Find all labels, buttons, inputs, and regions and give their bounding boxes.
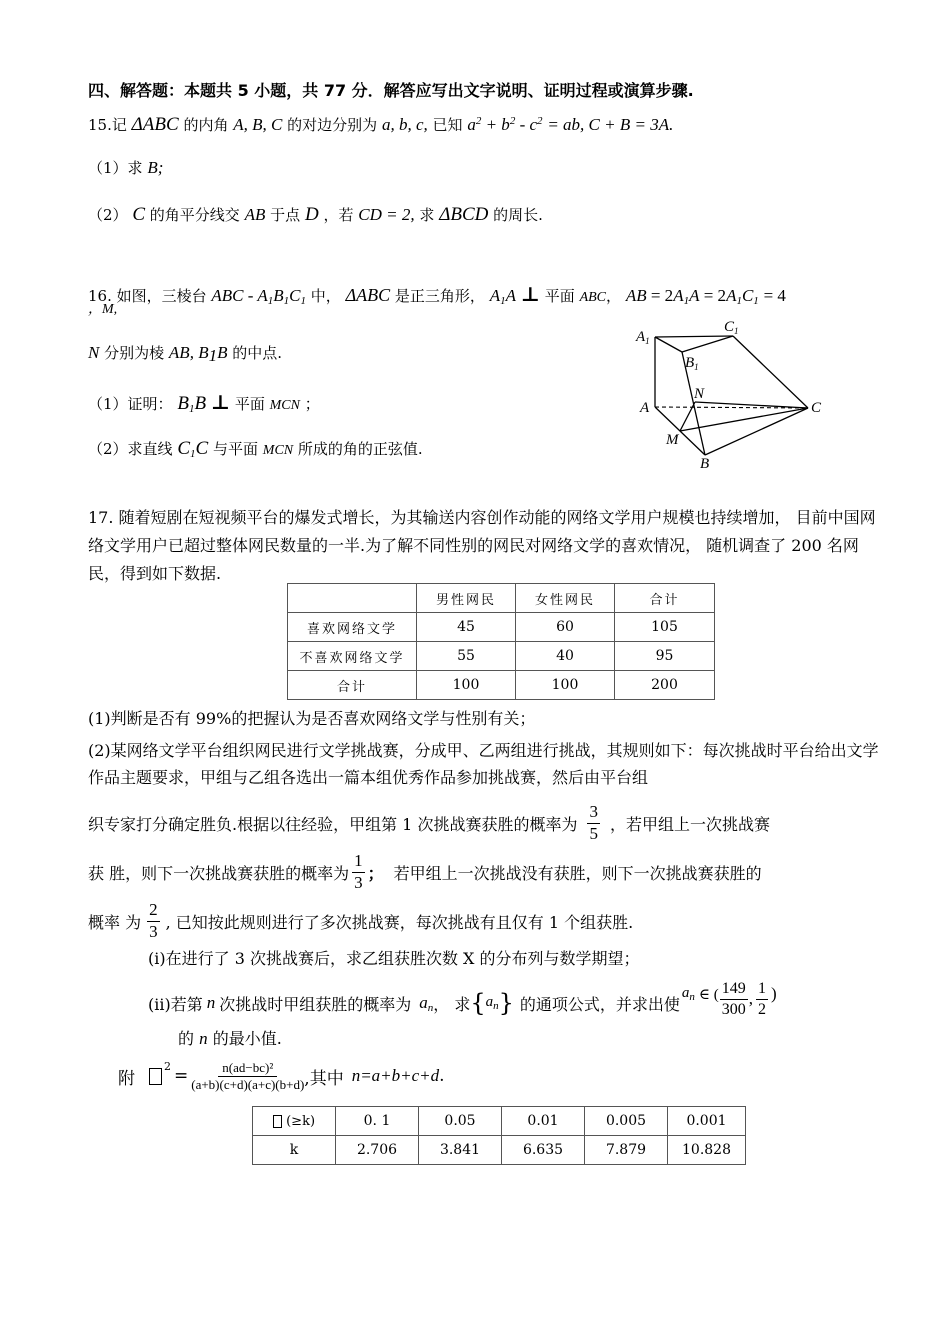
appendix-formula: 附 2 = $\frac{\text{n(ad−bc)²}}{(a+b)(c+d)(a+c)(b+d)}$ ,其中 n=a+b+c+d . [118, 1059, 445, 1092]
table-cell: k [253, 1136, 336, 1165]
table-row [288, 613, 715, 642]
table-cell: 55 [417, 642, 516, 671]
label-b: B [700, 456, 710, 472]
q17-part2-d: 概率 为 $\frac{2}{3}$ , 已知按此规则进行了多次挑战赛，每次挑战有且仅有 1 个组获胜. [88, 900, 634, 941]
table-cell: 女性网民 [516, 584, 615, 613]
edge-mn [680, 402, 695, 431]
table-cell: 6.635 [502, 1136, 585, 1165]
edge-a1b1 [655, 337, 682, 352]
chi-square-fraction: $\frac{\text{n(ad−bc)²}}{(a+b)(c+d)(a+c)(b+d)}$ [191, 1059, 305, 1092]
table-cell: 45 [417, 613, 516, 642]
q17-part1: (1)判断是否有 99%的把握认为是否喜欢网络文学与性别有关； [88, 709, 536, 728]
table-cell: 0.001 [668, 1107, 746, 1136]
fraction-1-2: $\frac{1}{2}$ [758, 980, 767, 1018]
q17-part2-c: 获 胜，则下一次挑战赛获胜的概率为 $\frac{1}{3}$ ； 若甲组上一次挑战没有获胜，则下一次挑战赛获胜的 [88, 851, 762, 892]
table-cell: 0.005 [585, 1107, 668, 1136]
table-cell: 合计 [288, 671, 417, 700]
table-cell: 95 [615, 642, 715, 671]
table-cell: 100 [417, 671, 516, 700]
q17-part2-a: (2)某网络文学平台组织网民进行文学挑战赛，分成甲、乙两组进行挑战，其规则如下：每次挑战时平台给出文学作品主题要求，甲组与乙组各选出一篇本组优秀作品参加挑战赛，然后由平台组 [88, 741, 879, 787]
q17-sub-ii-end: 的 n 的最小值. [178, 1029, 282, 1048]
q16-wrap: ，M, [88, 302, 118, 317]
table-row [253, 1136, 746, 1165]
label-a1: $A_1$ [636, 329, 650, 346]
fraction-2-3: $\frac{2}{3}$ [149, 900, 158, 941]
critical-value-table [252, 1106, 746, 1165]
table-cell: 10.828 [668, 1136, 746, 1165]
table-cell: 100 [516, 671, 615, 700]
label-c: C [811, 400, 822, 416]
table-cell: 40 [516, 642, 615, 671]
q16-stem: 16. 如图，三棱台 ABC - $A_1B_1C_1$ 中， ΔABC 是正三角形， $A_1A$ ⊥ 平面 ABC， AB = $2A_1A = 2A_1C_1 = 4$ [88, 282, 786, 307]
q15-part1: （1）求 B; [88, 158, 164, 177]
edge-b1c1 [682, 336, 733, 352]
q15-stem: 15.记 ΔABC 的内角 A, B, C 的对边分别为 a, b, c, 已知 $a^2 + b^2 - c^2$ = ab, C + B = 3A. [88, 114, 674, 135]
fraction-1-3: $\frac{1}{3}$ [354, 851, 363, 892]
label-c1: $C_1$ [724, 319, 739, 336]
table-row [288, 642, 715, 671]
label-b1: $B_1$ [685, 355, 699, 372]
table-cell: 合计 [615, 584, 715, 613]
table-cell: 喜欢网络文学 [288, 613, 417, 642]
fraction-149-300: $\frac{149}{300}$ [721, 980, 746, 1018]
fraction-3-5: $\frac{3}{5}$ [589, 802, 598, 843]
table-cell: 0.01 [502, 1107, 585, 1136]
table-cell: 不喜欢网络文学 [288, 642, 417, 671]
q17-sub-i: (i)在进行了 3 次挑战赛后，求乙组获胜次数 X 的分布列与数学期望； [148, 949, 640, 968]
chi-square-symbol [149, 1068, 162, 1085]
table-row [288, 584, 715, 613]
table-cell: 200 [615, 671, 715, 700]
q17-intro: 17. 随着短剧在短视频平台的爆发式增长，为其输送内容创作动能的网络文学用户规模也持续增加， 目前中国网络文学用户已超过整体网民数量的一半.为了解不同性别的网民对网络文学的喜欢情况， 随机调查了 200 名网民，得到如下数据. [88, 508, 876, 583]
label-n: N [694, 386, 705, 402]
table-cell: 7.879 [585, 1136, 668, 1165]
table-row [288, 671, 715, 700]
table-cell: 0. 1 [336, 1107, 419, 1136]
edge-c1c [733, 336, 808, 408]
table-cell: 105 [615, 613, 715, 642]
frustum-figure [630, 312, 840, 472]
section-title: 四、解答题：本题共 5 小题，共 77 分．解答应写出文字说明、证明过程或演算步骤. [88, 81, 694, 100]
q16-line2: N 分别为棱 AB, $B_1B$ 的中点. [88, 343, 283, 365]
table-cell: 男性网民 [417, 584, 516, 613]
table-cell [288, 584, 417, 613]
edge-mc [680, 408, 808, 431]
label-a: A [640, 400, 650, 416]
q16-part2: （2）求直线 $C_1C$ 与平面 MCN 所成的角的正弦值. [88, 438, 423, 460]
table-cell: (≥k) [253, 1107, 336, 1136]
q17-sub-ii: (ii)若第 n 次挑战时甲组获胜的概率为 $a_n$ ， 求 { $a_n$ } 的通项公式，并求出使 $a_n$ ∈ ( $\frac{149}{300}$ , $\frac{1}{2}$ ) [148, 980, 777, 1018]
q16-part1: （1）证明： $B_1B$ ⊥ 平面 MCN ； [88, 390, 320, 415]
edge-bc [705, 408, 808, 455]
table-cell: 3.841 [419, 1136, 502, 1165]
edge-a1c1 [655, 336, 733, 337]
table-cell: 0.05 [419, 1107, 502, 1136]
q15-part2: （2） C 的角平分线交 AB 于点 D ，若 CD = 2, 求 ΔBCD 的周长. [88, 204, 543, 225]
label-m: M [666, 432, 679, 448]
table-row [253, 1107, 746, 1136]
table-cell: 60 [516, 613, 615, 642]
table-cell: 2.706 [336, 1136, 419, 1165]
q17-part2-b: 织专家打分确定胜负.根据以往经验，甲组第 1 次挑战赛获胜的概率为 $\frac{3}{5}$ ，若甲组上一次挑战赛 [88, 802, 770, 843]
survey-table [287, 583, 715, 700]
